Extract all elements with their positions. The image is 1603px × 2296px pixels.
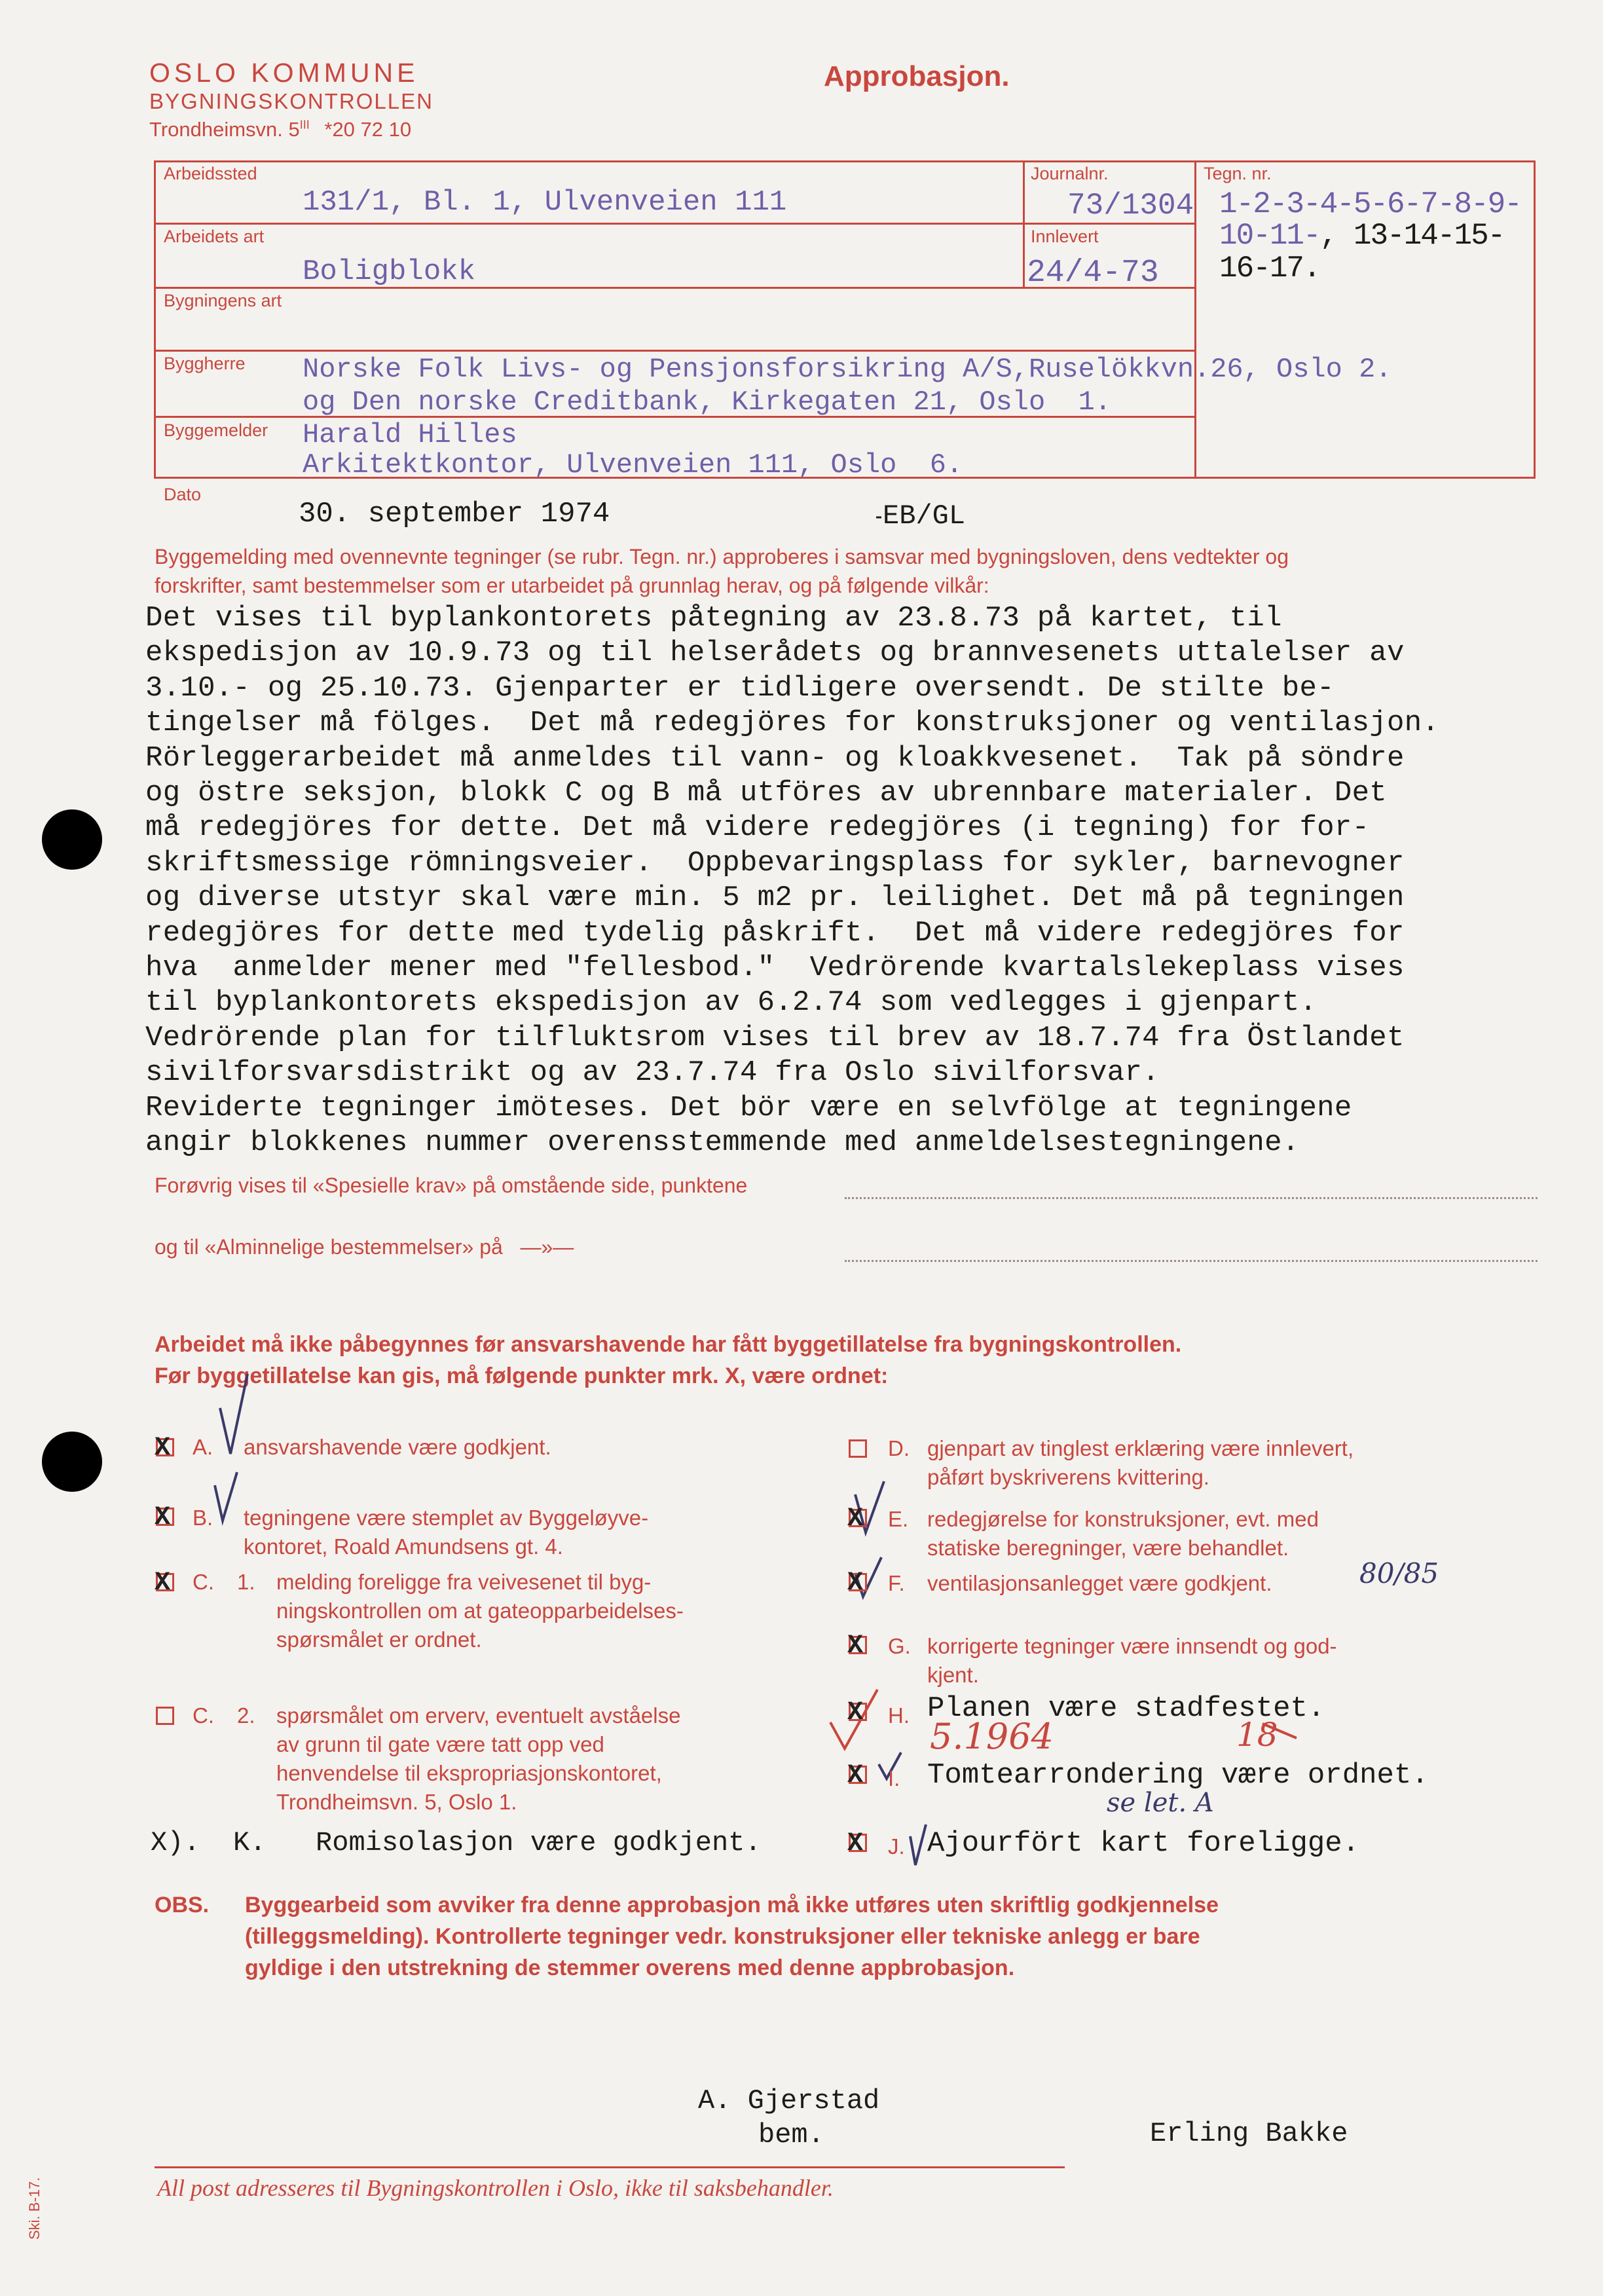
condition-e-text1: redegjørelse for konstruksjoner, evt. med	[927, 1507, 1319, 1531]
condition-e-text2: statiske beregninger, være behandlet.	[927, 1536, 1289, 1560]
condition-i-letter: I.	[888, 1766, 900, 1790]
body-line-1: Det vises til byplankontorets påtegning av 23.8.73 på kartet, til	[145, 602, 1282, 635]
body-line-5: Rörleggerarbeidet må anmeldes til vann- og kloakkvesenet. Tak på söndre	[145, 741, 1405, 775]
initials: EB/GL	[883, 500, 966, 532]
condition-c1-text2: ningskontrollen om at gateopparbeidelses-	[276, 1599, 684, 1623]
byggemelder-line1: Harald Hilles	[303, 419, 517, 451]
body-line-11: hva anmelder mener med "fellesbod." Vedrörende kvartalslekeplass vises	[145, 952, 1405, 985]
body-line-12: til byplankontorets ekspedisjon av 6.2.74 som vedlegges i gjenpart.	[145, 986, 1317, 1020]
condition-h-note-date: 5.1964	[930, 1716, 1054, 1757]
body-line-7: må redegjöres for dette. Det må videre redegjöres (i tegning) for for-	[145, 811, 1370, 845]
condition-c2-num: 2.	[237, 1703, 255, 1728]
condition-f-letter: F.	[888, 1571, 905, 1595]
condition-d-letter: D.	[888, 1436, 910, 1460]
dato-value: 30. september 1974	[299, 498, 610, 530]
org-department: BYGNINGSKONTROLLEN	[149, 89, 433, 113]
tegn-nr-line3: 16-17.	[1219, 251, 1320, 286]
body-line-9: og diverse utstyr skal være min. 5 m2 pr. leilighet. Det må på tegningen	[145, 881, 1405, 915]
byggherre-line1: Norske Folk Livs- og Pensjonsforsikring A/S,Ruselökkvn.26, Oslo 2.	[303, 354, 1392, 385]
arbeidets-art-label: Arbeidets art	[164, 227, 265, 246]
condition-g-text1: korrigerte tegninger være innsendt og god-	[927, 1634, 1337, 1658]
byggherre-label: Byggherre	[164, 354, 246, 373]
x-mark-a: X	[155, 1434, 171, 1463]
x-mark-e: X	[847, 1504, 864, 1534]
condition-f-note: 80/85	[1359, 1557, 1439, 1589]
body-line-15: Reviderte tegninger imöteses. Det bör være en selvfölge at tegningene	[145, 1091, 1352, 1124]
condition-c2-text3: henvendelse til ekspropriasjonskontoret,	[276, 1761, 662, 1785]
body-line-10: redegjöres for dette med tydelig påskrift. Det må videre redegjöres for	[145, 916, 1405, 950]
tegn-nr-line1: 1-2-3-4-5-6-7-8-9-	[1219, 187, 1521, 221]
intro-line2: forskrifter, samt bestemmelser som er utarbeidet på grunnlag herav, og på følgende vilkår:	[155, 574, 989, 597]
signature-right-name: Erling Bakke	[1150, 2118, 1348, 2149]
innlevert-label: Innlevert	[1031, 227, 1099, 246]
checkbox-c2[interactable]	[156, 1707, 174, 1725]
signature-left-title: bem.	[758, 2119, 824, 2151]
obs-line1: Byggearbeid som avviker fra denne approbasjon må ikke utføres uten skriftlig godkjennelse	[245, 1893, 1219, 1917]
check-mark-b	[215, 1472, 237, 1521]
x-mark-i: X	[847, 1761, 864, 1790]
condition-a-letter: A.	[193, 1435, 213, 1459]
condition-i-note: se let. A	[1107, 1788, 1214, 1818]
tegn-nr-label: Tegn. nr.	[1204, 164, 1272, 183]
body-line-3: 3.10.- og 25.10.73. Gjenparter er tidligere oversendt. De stilte be-	[145, 671, 1335, 705]
forovrig-text: Forøvrig vises til «Spesielle krav» på omstående side, punktene	[155, 1174, 748, 1197]
body-line-6: og östre seksjon, blokk C og B må utföres av ubrennbare materialer. Det	[145, 777, 1388, 810]
condition-c2-text4: Trondheimsvn. 5, Oslo 1.	[276, 1790, 517, 1814]
body-line-16: angir blokkenes nummer overensstemmende med anmeldelsestegningene.	[145, 1126, 1300, 1160]
intro-line1: Byggemelding med ovennevnte tegninger (se rubr. Tegn. nr.) approberes i samsvar med bygningsloven, dens vedtekter og	[155, 545, 1289, 568]
condition-g-letter: G.	[888, 1634, 911, 1658]
condition-c2-text2: av grunn til gate være tatt opp ved	[276, 1732, 604, 1756]
address-floor: III	[299, 118, 310, 132]
warning-line2: Før byggetillatelse kan gis, må følgende punkter mrk. X, være ordnet:	[155, 1363, 889, 1388]
condition-c2-text1: spørsmålet om erverv, eventuelt avståelse	[276, 1703, 681, 1728]
condition-g-text2: kjent.	[927, 1663, 979, 1687]
condition-c1-text1: melding foreligge fra veivesenet til byg-	[276, 1570, 652, 1594]
condition-c1-text3: spørsmålet er ordnet.	[276, 1627, 482, 1652]
condition-b-text1: tegningene være stemplet av Byggeløyve-	[244, 1506, 649, 1530]
condition-f-text: ventilasjonsanlegget være godkjent.	[927, 1571, 1272, 1595]
tegn-nr-line2b: , 13-14-15-	[1319, 219, 1505, 253]
condition-d-text2: påført byskriverens kvittering.	[927, 1465, 1209, 1489]
body-line-8: skriftsmessige römningsveier. Oppbevaringsplass for sykler, barnevogner	[145, 846, 1405, 880]
address-street: Trondheimsvn. 5	[149, 118, 300, 141]
condition-i-text: Tomtearrondering være ordnet.	[927, 1759, 1429, 1792]
condition-e-letter: E.	[888, 1507, 909, 1531]
condition-a-text: ansvarshavende være godkjent.	[244, 1435, 551, 1459]
body-line-13: Vedrörende plan for tilfluktsrom vises til brev av 18.7.74 fra Östlandet	[145, 1021, 1405, 1054]
condition-j-letter: J.	[888, 1834, 905, 1859]
org-name: OSLO KOMMUNE	[149, 58, 419, 88]
obs-line2: (tilleggsmelding). Kontrollerte tegninger vedr. konstruksjoner eller tekniske anlegg er bare	[245, 1924, 1200, 1949]
condition-b-letter: B.	[193, 1506, 213, 1530]
condition-j-text: Ajourfört kart foreligge.	[927, 1827, 1360, 1860]
body-line-14: sivilforsvarsdistrikt og av 23.7.74 fra Oslo sivilforsvar.	[145, 1056, 1160, 1090]
document-title: Approbasjon.	[824, 60, 1010, 92]
arbeidets-art-value: Boligblokk	[303, 255, 476, 288]
x-mark-f: X	[847, 1568, 864, 1598]
condition-h-text: Planen være stadfestet.	[927, 1692, 1325, 1725]
condition-c2-letter: C.	[193, 1703, 214, 1728]
tegn-nr-line2a: 10-11-	[1219, 219, 1320, 253]
footer-rule	[155, 2166, 1065, 2168]
body-line-2: ekspedisjon av 10.9.73 og til helserådets og brannvesenets uttalelser av	[145, 637, 1405, 670]
x-mark-b: X	[155, 1503, 171, 1532]
x-mark-j: X	[847, 1829, 864, 1859]
condition-c1-letter: C.	[193, 1570, 214, 1594]
x-mark-g: X	[847, 1631, 864, 1661]
checkbox-d[interactable]	[849, 1439, 867, 1458]
arbeidssted-label: Arbeidssted	[164, 164, 257, 183]
journalnr-label: Journalnr.	[1031, 164, 1109, 183]
condition-k-line: X). K. Romisolasjon være godkjent.	[151, 1827, 762, 1859]
condition-c1-num: 1.	[237, 1570, 255, 1594]
arbeidssted-value: 131/1, Bl. 1, Ulvenveien 111	[303, 186, 787, 219]
obs-line3: gyldige i den utstrekning de stemmer overens med denne appbrobasjon.	[245, 1955, 1015, 1980]
byggemelder-label: Byggemelder	[164, 420, 268, 440]
signature-left-name: A. Gjerstad	[698, 2085, 880, 2117]
condition-b-text2: kontoret, Roald Amundsens gt. 4.	[244, 1534, 563, 1559]
byggemelder-line2: Arkitektkontor, Ulvenveien 111, Oslo 6.	[303, 449, 963, 481]
condition-h-letter: H.	[888, 1703, 910, 1728]
bygningens-art-label: Bygningens art	[164, 291, 282, 310]
x-mark-c1: X	[155, 1568, 171, 1598]
phone-number: *20 72 10	[324, 118, 412, 141]
obs-label: OBS.	[155, 1893, 210, 1917]
body-line-4: tingelser må fölges. Det må redegjöres for konstruksjoner og ventilasjon.	[145, 707, 1440, 740]
innlevert-value: 24/4-73	[1027, 255, 1159, 291]
x-mark-h: X	[847, 1698, 864, 1728]
form-code: Ski. B-17.	[26, 2177, 43, 2240]
check-mark-j	[910, 1824, 926, 1865]
footer-note: All post adresseres til Bygningskontrollen i Oslo, ikke til saksbehandler.	[157, 2175, 834, 2201]
byggherre-line2: og Den norske Creditbank, Kirkegaten 21, Oslo 1.	[303, 386, 1112, 418]
dato-label: Dato	[164, 485, 202, 504]
og-til-text: og til «Alminnelige bestemmelser» på —»—	[155, 1235, 574, 1259]
condition-d-text1: gjenpart av tinglest erklæring være innlevert,	[927, 1436, 1354, 1460]
condition-h-note-number: 18	[1236, 1716, 1278, 1754]
journalnr-value: 73/1304	[1067, 189, 1194, 223]
warning-line1: Arbeidet må ikke påbegynnes før ansvarshavende har fått byggetillatelse fra bygningskontrollen.	[155, 1332, 1182, 1357]
